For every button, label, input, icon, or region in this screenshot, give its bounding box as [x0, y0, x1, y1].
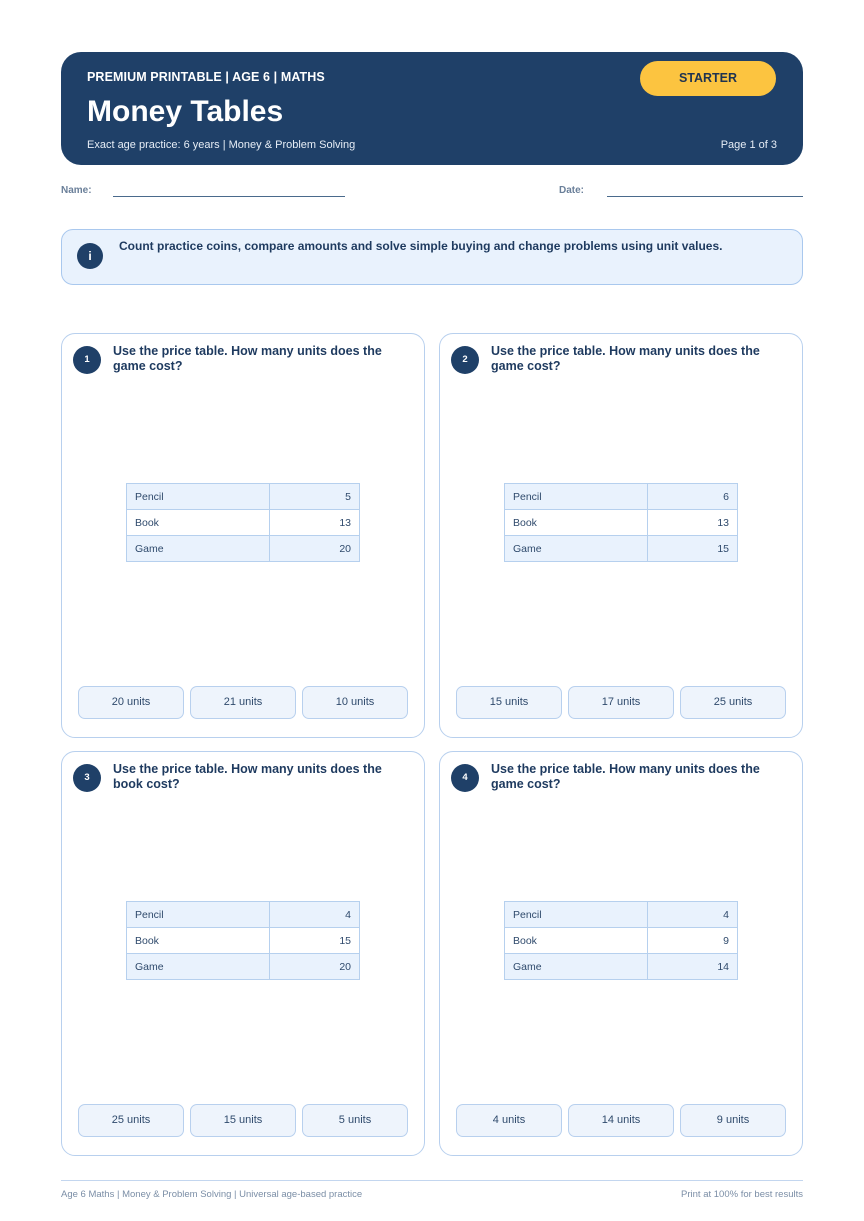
- item-price: 4: [270, 902, 360, 928]
- item-price: 20: [270, 954, 360, 980]
- table-row: [505, 902, 738, 928]
- table-row: [127, 928, 360, 954]
- answer-option[interactable]: 25 units: [680, 686, 786, 719]
- level-badge: STARTER: [640, 61, 776, 96]
- question-card-4: [439, 751, 803, 1156]
- question-text: Use the price table. How many units does the game cost?: [113, 344, 382, 373]
- item-price: 20: [270, 536, 360, 562]
- info-icon: i: [77, 243, 103, 269]
- worksheet-header: [61, 52, 803, 165]
- price-table: [126, 483, 360, 562]
- table-row: [127, 484, 360, 510]
- answer-option[interactable]: 21 units: [190, 686, 296, 719]
- date-line[interactable]: [607, 196, 803, 197]
- table-row: [505, 954, 738, 980]
- table-row: [505, 536, 738, 562]
- item-price: 15: [648, 536, 738, 562]
- header-kicker: PREMIUM PRINTABLE | AGE 6 | MATHS: [87, 70, 325, 84]
- item-name: Pencil: [505, 484, 648, 510]
- item-name: Game: [505, 954, 648, 980]
- table-row: [505, 510, 738, 536]
- answer-option[interactable]: 20 units: [78, 686, 184, 719]
- item-price: 4: [648, 902, 738, 928]
- item-price: 15: [270, 928, 360, 954]
- item-name: Game: [127, 536, 270, 562]
- price-table: [504, 483, 738, 562]
- table-row: [505, 484, 738, 510]
- item-price: 6: [648, 484, 738, 510]
- answer-option[interactable]: 17 units: [568, 686, 674, 719]
- question-text: Use the price table. How many units does the game cost?: [491, 762, 760, 791]
- question-text: Use the price table. How many units does the book cost?: [113, 762, 382, 791]
- item-name: Game: [127, 954, 270, 980]
- answer-option[interactable]: 15 units: [190, 1104, 296, 1137]
- question-number: 4: [451, 764, 479, 792]
- answer-option[interactable]: 25 units: [78, 1104, 184, 1137]
- item-name: Pencil: [505, 902, 648, 928]
- table-row: [505, 928, 738, 954]
- item-price: 9: [648, 928, 738, 954]
- question-number: 3: [73, 764, 101, 792]
- table-row: [127, 954, 360, 980]
- item-name: Book: [127, 510, 270, 536]
- instructions-box: [61, 229, 803, 285]
- question-card-2: [439, 333, 803, 738]
- item-name: Book: [505, 928, 648, 954]
- page-title: Money Tables: [87, 95, 284, 128]
- answer-option[interactable]: 10 units: [302, 686, 408, 719]
- item-name: Pencil: [127, 484, 270, 510]
- footer-divider: [61, 1180, 803, 1181]
- footer-print-note: Print at 100% for best results: [681, 1189, 803, 1200]
- header-subtitle: Exact age practice: 6 years | Money & Problem Solving: [87, 139, 356, 151]
- item-price: 14: [648, 954, 738, 980]
- table-row: [127, 536, 360, 562]
- question-number: 1: [73, 346, 101, 374]
- answer-option[interactable]: 9 units: [680, 1104, 786, 1137]
- answer-option[interactable]: 5 units: [302, 1104, 408, 1137]
- question-card-1: [61, 333, 425, 738]
- item-name: Pencil: [127, 902, 270, 928]
- footer-text: Age 6 Maths | Money & Problem Solving | Universal age-based practice: [61, 1189, 363, 1200]
- page-number: Page 1 of 3: [720, 139, 777, 151]
- item-name: Game: [505, 536, 648, 562]
- answer-option[interactable]: 15 units: [456, 686, 562, 719]
- name-line[interactable]: [113, 196, 345, 197]
- price-table: [504, 901, 738, 980]
- price-table: [126, 901, 360, 980]
- item-name: Book: [127, 928, 270, 954]
- question-card-3: [61, 751, 425, 1156]
- instructions-text: Count practice coins, compare amounts and solve simple buying and change problems using unit values.: [119, 239, 723, 253]
- name-label: Name:: [61, 185, 92, 196]
- table-row: [127, 510, 360, 536]
- answer-option[interactable]: 4 units: [456, 1104, 562, 1137]
- question-number: 2: [451, 346, 479, 374]
- answer-option[interactable]: 14 units: [568, 1104, 674, 1137]
- item-name: Book: [505, 510, 648, 536]
- item-price: 13: [270, 510, 360, 536]
- item-price: 5: [270, 484, 360, 510]
- question-text: Use the price table. How many units does the game cost?: [491, 344, 760, 373]
- table-row: [127, 902, 360, 928]
- item-price: 13: [648, 510, 738, 536]
- date-label: Date:: [559, 185, 585, 196]
